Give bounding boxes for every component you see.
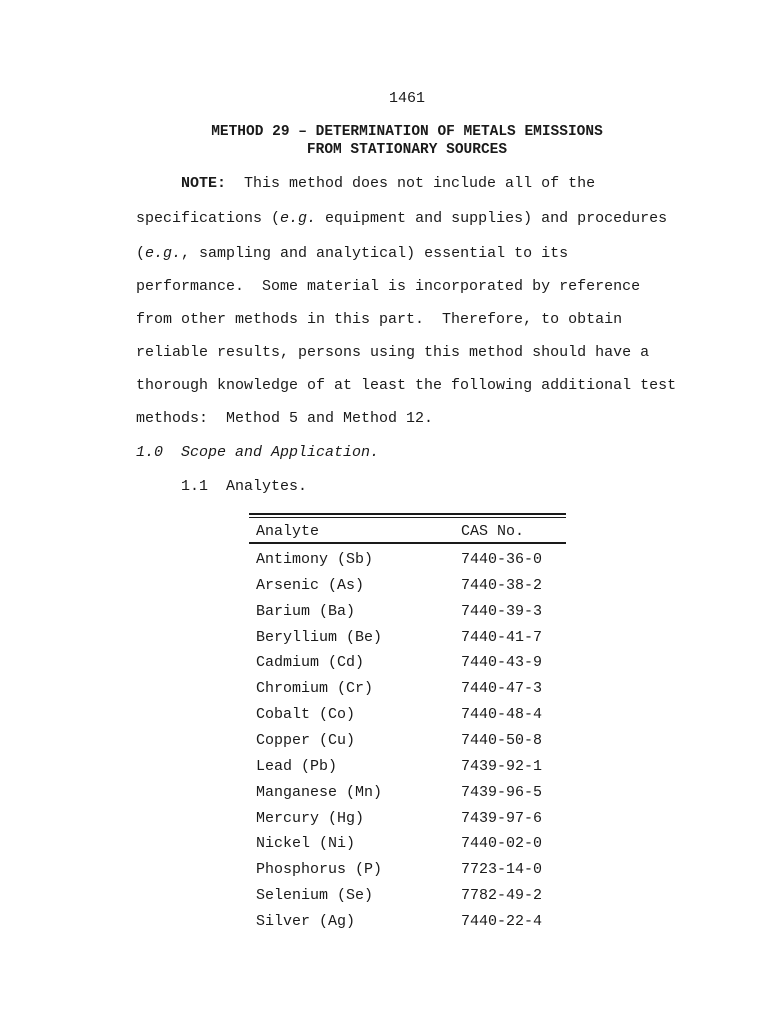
analyte-cell: Silver (Ag) <box>256 913 356 930</box>
analyte-cell: Lead (Pb) <box>256 758 338 775</box>
note-line-7: thorough knowledge of at least the following additional test <box>136 377 677 394</box>
document-title-line-1: METHOD 29 – DETERMINATION OF METALS EMISSIONS <box>211 124 603 140</box>
analyte-cell: Beryllium (Be) <box>256 629 383 646</box>
cas-number-cell: 7440-47-3 <box>461 680 543 697</box>
subsection-heading: 1.1 Analytes. <box>181 478 308 495</box>
cas-number-cell: 7782-49-2 <box>461 887 543 904</box>
cas-number-cell: 7440-50-8 <box>461 732 543 749</box>
table-top-rule <box>249 513 566 515</box>
cas-number-cell: 7440-39-3 <box>461 603 543 620</box>
cas-number-cell: 7439-96-5 <box>461 784 543 801</box>
note-line-3 <box>136 245 568 262</box>
note-text: , sampling and analytical) essential to its <box>181 245 569 262</box>
analyte-cell: Cobalt (Co) <box>256 706 356 723</box>
note-label: NOTE: <box>181 175 227 192</box>
page-number: 1461 <box>388 90 425 107</box>
note-text: ( <box>136 245 146 262</box>
table-header-analyte: Analyte <box>256 523 320 540</box>
note-emphasis: e.g. <box>280 210 317 227</box>
note-line-4: performance. Some material is incorporated by reference <box>136 278 641 295</box>
cas-number-cell: 7440-48-4 <box>461 706 543 723</box>
analyte-cell: Phosphorus (P) <box>256 861 383 878</box>
cas-number-cell: 7723-14-0 <box>461 861 543 878</box>
analyte-cell: Barium (Ba) <box>256 603 356 620</box>
cas-number-cell: 7440-41-7 <box>461 629 543 646</box>
cas-number-cell: 7440-22-4 <box>461 913 543 930</box>
note-line-8: methods: Method 5 and Method 12. <box>136 410 434 427</box>
table-header-rule <box>249 542 566 544</box>
analyte-cell: Antimony (Sb) <box>256 551 374 568</box>
analyte-cell: Selenium (Se) <box>256 887 374 904</box>
note-text: This method does not include all of the <box>226 175 596 192</box>
note-text: specifications ( <box>136 210 281 227</box>
cas-number-cell: 7440-38-2 <box>461 577 543 594</box>
analyte-cell: Mercury (Hg) <box>256 810 365 827</box>
cas-number-cell: 7440-36-0 <box>461 551 543 568</box>
analyte-cell: Nickel (Ni) <box>256 835 356 852</box>
note-line-6: reliable results, persons using this method should have a <box>136 344 650 361</box>
note-line-2 <box>136 210 667 227</box>
cas-number-cell: 7440-02-0 <box>461 835 543 852</box>
analyte-cell: Copper (Cu) <box>256 732 356 749</box>
table-header-cas: CAS No. <box>461 523 525 540</box>
table-top-rule-thin <box>249 517 566 518</box>
note-text: equipment and supplies) and procedures <box>316 210 668 227</box>
analyte-cell: Arsenic (As) <box>256 577 365 594</box>
section-heading: 1.0 Scope and Application. <box>136 444 380 461</box>
note-emphasis: e.g. <box>145 245 182 262</box>
note-line-1 <box>181 175 595 192</box>
note-line-5: from other methods in this part. Therefore, to obtain <box>136 311 623 328</box>
document-title-line-2: FROM STATIONARY SOURCES <box>306 142 508 158</box>
analyte-cell: Manganese (Mn) <box>256 784 383 801</box>
analyte-cell: Cadmium (Cd) <box>256 654 365 671</box>
analyte-cell: Chromium (Cr) <box>256 680 374 697</box>
cas-number-cell: 7439-92-1 <box>461 758 543 775</box>
cas-number-cell: 7440-43-9 <box>461 654 543 671</box>
cas-number-cell: 7439-97-6 <box>461 810 543 827</box>
